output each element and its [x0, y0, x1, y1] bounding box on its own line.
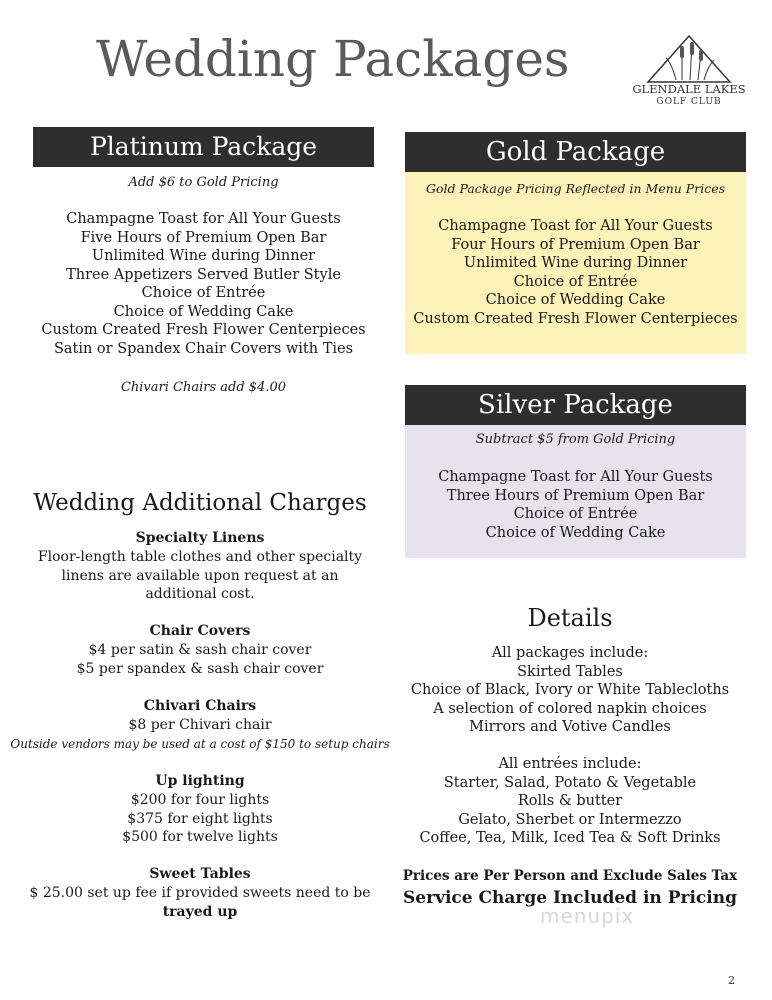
list-item: Choice of Entrée	[513, 506, 638, 522]
list-item: Unlimited Wine during Dinner	[463, 255, 688, 271]
charge-line: trayed up	[162, 903, 238, 920]
list-item: Unlimited Wine during Dinner	[91, 248, 316, 264]
charge-title: Sweet Tables	[149, 866, 251, 882]
logo-subtitle: GOLF CLUB	[656, 97, 722, 107]
charge-line: $5 per spandex & sash chair cover	[76, 660, 324, 677]
logo-name: GLENDALE LAKES	[632, 82, 746, 96]
list-item: Custom Created Fresh Flower Centerpieces	[41, 322, 366, 338]
list-item: Choice of Entrée	[513, 273, 638, 290]
charge-line: linens are available upon request at an	[61, 567, 339, 584]
list-item: Four Hours of Premium Open Bar	[451, 236, 700, 253]
silver-note: Subtract $5 from Gold Pricing	[475, 432, 676, 447]
charge-line: additional cost.	[145, 586, 255, 602]
chair-covers-block	[10, 622, 390, 678]
additional-charges-title: Wedding Additional Charges	[33, 490, 367, 516]
details-intro: All packages include:	[491, 645, 649, 661]
platinum-extra-note: Chivari Chairs add $4.00	[120, 380, 287, 395]
page-title: Wedding Packages	[96, 30, 570, 88]
service-charge-note: Service Charge Included in Pricing	[403, 888, 737, 908]
list-item: Three Hours of Premium Open Bar	[446, 487, 705, 504]
list-item: Mirrors and Votive Candles	[469, 719, 671, 735]
platinum-note: Add $6 to Gold Pricing	[128, 175, 279, 190]
gold-note: Gold Package Pricing Reflected in Menu Prices	[425, 181, 726, 196]
list-item: Champagne Toast for All Your Guests	[438, 218, 713, 234]
charge-line: Floor-length table clothes and other specialty	[37, 549, 363, 565]
list-item: Choice of Entrée	[141, 285, 266, 301]
charge-line: $8 per Chivari chair	[128, 717, 272, 733]
list-item: Coffee, Tea, Milk, Iced Tea & Soft Drinks	[419, 830, 721, 846]
platinum-items	[23, 210, 384, 358]
list-item: Gelato, Sherbet or Intermezzo	[458, 811, 682, 828]
charge-title: Chivari Chairs	[143, 698, 257, 714]
cattail-triangle-icon	[646, 34, 732, 84]
up-lighting-block	[10, 772, 390, 847]
list-item: Starter, Salad, Potato & Vegetable	[443, 774, 697, 791]
details-entrees	[400, 755, 740, 848]
gold-package-header: Gold Package	[405, 132, 746, 172]
list-item: Rolls & butter	[517, 793, 623, 809]
charge-line: $4 per satin & sash chair cover	[88, 642, 312, 658]
sweet-tables-block	[10, 865, 390, 922]
list-item: A selection of colored napkin choices	[433, 700, 707, 717]
list-item: Choice of Wedding Cake	[485, 524, 666, 541]
club-logo	[626, 34, 752, 116]
charge-note: Outside vendors may be used at a cost of $150 to setup chairs	[10, 736, 390, 751]
page-number: 2	[728, 974, 735, 987]
specialty-linens-block	[10, 529, 390, 604]
list-item: Three Appetizers Served Butler Style	[66, 266, 341, 283]
silver-package-header: Silver Package	[405, 385, 746, 425]
list-item: Choice of Black, Ivory or White Tablecloths	[410, 682, 730, 698]
list-item: Five Hours of Premium Open Bar	[80, 229, 327, 246]
charge-title: Specialty Linens	[135, 530, 265, 546]
charge-line: $375 for eight lights	[127, 810, 273, 827]
charge-line: $ 25.00 set up fee if provided sweets need to be	[29, 885, 371, 901]
list-item: Champagne Toast for All Your Guests	[438, 469, 713, 485]
list-item: Satin or Spandex Chair Covers with Ties	[53, 340, 354, 357]
chivari-chairs-block	[10, 697, 390, 753]
silver-items	[405, 468, 746, 542]
list-item: Skirted Tables	[517, 663, 623, 680]
list-item: Custom Created Fresh Flower Centerpieces	[413, 310, 738, 327]
charge-line: $200 for four lights	[130, 792, 270, 808]
details-title: Details	[527, 604, 613, 632]
list-item: Champagne Toast for All Your Guests	[66, 211, 341, 227]
list-item: Choice of Wedding Cake	[485, 292, 666, 308]
platinum-package-header: Platinum Package	[33, 127, 374, 167]
charge-title: Up lighting	[155, 773, 245, 789]
pricing-note: Prices are Per Person and Exclude Sales Tax	[402, 868, 738, 884]
gold-items	[405, 217, 746, 328]
list-item: Choice of Wedding Cake	[113, 303, 294, 320]
charge-title: Chair Covers	[149, 623, 251, 639]
watermark: menupix	[540, 904, 635, 928]
details-intro: All entrées include:	[498, 756, 642, 772]
charge-line: $500 for twelve lights	[122, 829, 278, 845]
details-packages	[400, 644, 740, 737]
